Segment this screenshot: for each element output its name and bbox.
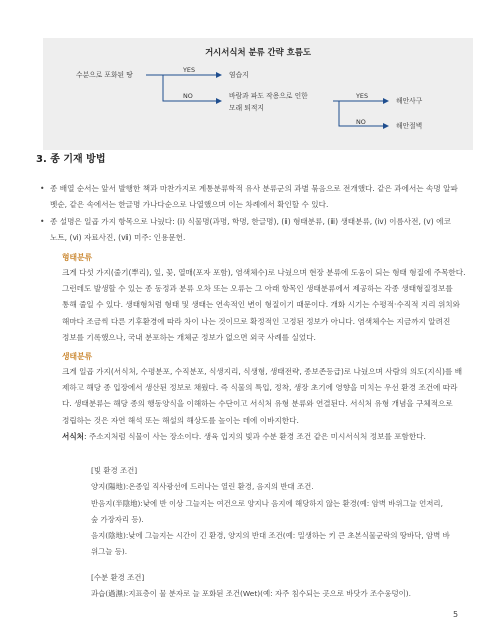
- flowchart-panel: [43, 38, 473, 150]
- bullet-2-line-2: 노트, (ⅵ) 자료사진, (ⅶ) 미주: 인용문헌.: [50, 233, 186, 243]
- bullet-1: [50, 181, 480, 213]
- morph-line: 해마다 조금씩 다른 기후환경에 따라 차이 나는 것이므로 확정적인 고정된 정보가 아니다. 염색체수는 지금까지 알려진: [62, 316, 451, 326]
- light-heading: [빛 환경 조건]: [91, 466, 138, 475]
- morph-line: 그런데도 발생할 수 있는 종 동정과 분류 오차 또는 오류는 그 아래 항목인 생태분류에서 제공하는 각종 생태형질정보를: [62, 284, 453, 294]
- bullet-dot-1: •: [40, 184, 45, 193]
- flow-node-sand-line1: 바람과 파도 작용으로 인한: [229, 92, 308, 100]
- flow-label-no1: NO: [183, 92, 193, 100]
- water-line: 과습(過濕):지표층이 물 분자로 늘 포화된 조건(Wet)(예: 자주 침수되는 곳으로 바닷가 조수웅덩이).: [91, 589, 411, 599]
- bullet-2-line-1: 종 설명은 일곱 가지 항목으로 나눴다: (ⅰ) 식물명(과명, 학명, 한글명), (ⅱ) 형태분류, (ⅲ) 생태분류, (ⅳ) 이름사전, (ⅴ) 에코: [50, 217, 451, 226]
- bullet-1-line-1: 종 배열 순서는 앞서 발행한 책과 마찬가지로 계통분류학적 유사 분류군의 과별 묶음으로 전개했다. 같은 과에서는 속명 알파: [50, 184, 458, 193]
- eco-line: 정립하는 것은 자연 해석 또는 해설의 해상도를 높이는 데에 이바지한다.: [62, 415, 299, 425]
- eco-line: 다. 생태분류는 해당 종의 행동양식을 이해하는 수단이고 서식처 유형 분류와 연결된다. 서식처 유형 개념을 구체적으로: [62, 399, 453, 409]
- flow-label-yes2: YES: [356, 92, 368, 100]
- page-number: 5: [453, 610, 459, 619]
- flow-label-yes1: YES: [183, 66, 195, 74]
- section-title: 3. 종 기재 방법: [36, 154, 106, 165]
- flow-label-no2: NO: [356, 118, 366, 126]
- light-line: 음지(陰地):낮에 그늘지는 시간이 긴 환경, 양지의 반대 조건(예: 밀생하는 키 큰 초본식물군락의 땅바닥, 암벽 바: [91, 531, 450, 541]
- light-line: 숲 가장자리 등).: [91, 514, 144, 524]
- bullet-dot-2: •: [40, 217, 45, 226]
- morph-line: 통해 줄일 수 있다. 생태형처럼 형태 및 생태는 연속적인 변이 형질이기 때문이다. 개화 시기는 수평적·수직적 지리 위치와: [62, 300, 460, 310]
- eco-line: 제하고 해당 종 입장에서 생산된 정보로 채웠다. 즉 식물의 특입, 정착, 생장 초기에 영향을 미치는 우선 환경 조건에 따라: [62, 383, 458, 393]
- flow-node-cliff: 해안절벽: [396, 122, 423, 130]
- habitat-label: 서식처: [62, 431, 85, 441]
- flowchart-diagram: [43, 38, 473, 150]
- light-line: 반음지(半陰地):낮에 반 이상 그늘지는 여건으로 양지나 음지에 해당하지 않는 환경(예: 암벽 바위그늘 언저리,: [91, 498, 443, 508]
- habitat-definition: [62, 429, 482, 445]
- eco-heading: 생태분류: [62, 352, 93, 361]
- env-conditions: [91, 463, 475, 602]
- morph-paragraph: [62, 265, 482, 346]
- flow-node-start: 수분으로 포화된 땅: [76, 71, 133, 79]
- flow-node-saltmarsh: 염습지: [229, 71, 249, 79]
- light-line: 양지(陽地):온종일 직사광선에 드러나는 열린 환경, 음지의 반대 조건.: [91, 482, 314, 492]
- bullet-2: [50, 214, 480, 246]
- morph-heading: 형태분류: [62, 253, 93, 262]
- flow-node-sand-line2: 모래 퇴적지: [229, 104, 264, 112]
- morph-line: 크게 다섯 가지(줄기(뿌리), 잎, 꽃, 열매(포자 포함), 염색체수)로 나눴으며 현장 분류에 도움이 되는 형태 형질에 주목한다.: [62, 268, 466, 277]
- eco-paragraph: [62, 364, 482, 445]
- morph-line: 정보를 기록했으나, 국내 분포하는 개체군 정보가 없으면 외국 사례를 실었다.: [62, 332, 316, 342]
- light-line: 위그늘 등).: [91, 547, 128, 557]
- habitat-text: : 주소지처럼 식물이 사는 장소이다. 생육 입지의 빛과 수분 환경 조건 같은 미시서식처 정보를 포함한다.: [84, 431, 426, 441]
- bullet-1-line-2: 벳순, 같은 속에서는 한글명 가나다순으로 나열했으며 이는 차례에서 확인할 수 있다.: [50, 200, 329, 210]
- water-heading: [수분 환경 조건]: [91, 572, 145, 582]
- eco-line: 크게 일곱 가지(서식처, 수평분포, 수직분포, 식생지리, 식생형, 생태전략, 종보존등급)로 나눴으며 사람의 의도(지식)를 배: [62, 367, 463, 376]
- flowchart-title: 거시서식처 분류 간략 흐름도: [205, 47, 311, 57]
- flow-node-dune: 해안사구: [396, 97, 423, 105]
